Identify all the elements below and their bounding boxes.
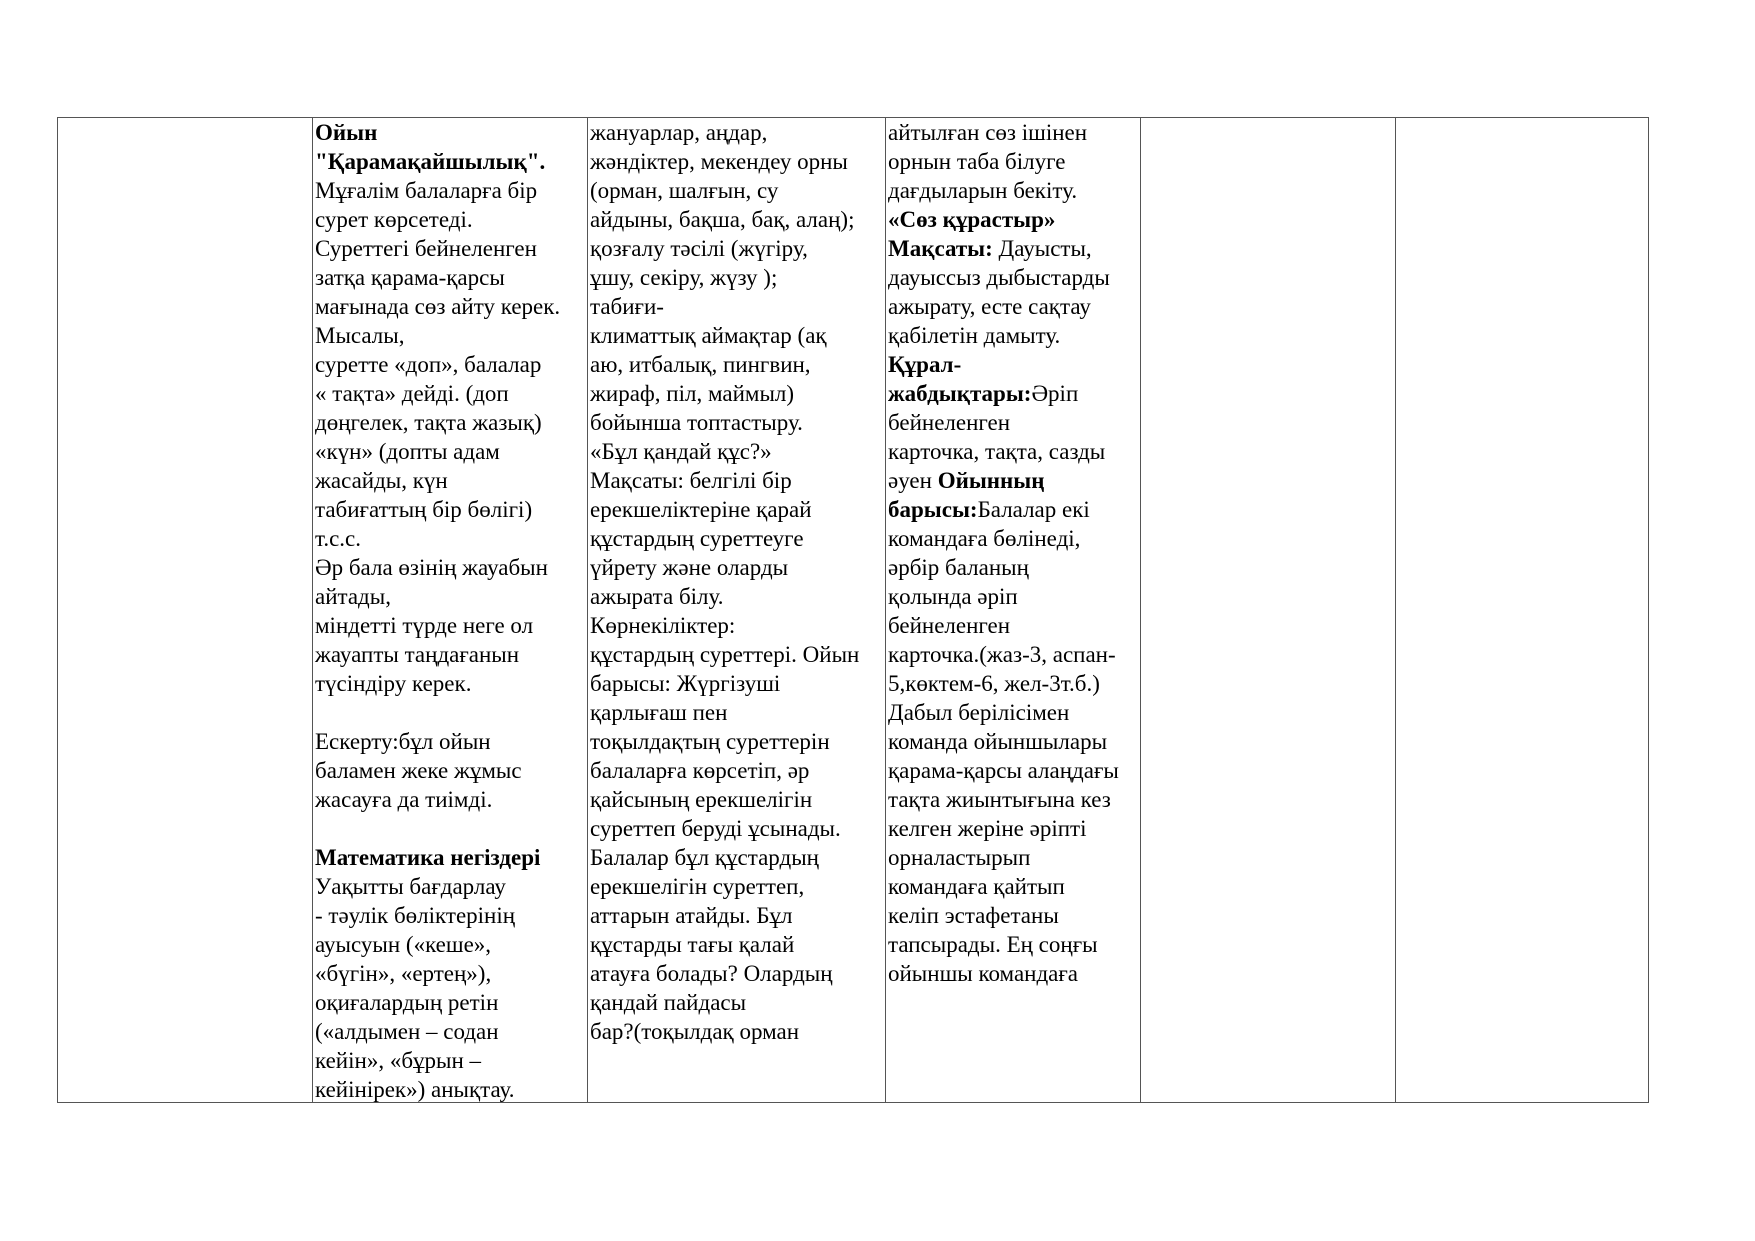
text-line: қозғалу тәсілі (жүгіру,: [590, 236, 808, 261]
text-line: [315, 814, 587, 843]
text-line: суретте «доп», балалар: [315, 352, 542, 377]
text-line: Уақытты бағдарлау: [315, 874, 506, 899]
text-line: Мақсаты: белгілі бір: [590, 468, 792, 493]
text-line: [888, 466, 1140, 495]
text-line: орналастырып: [888, 845, 1031, 870]
table-column-2: [313, 118, 588, 1102]
text-line: «бүгін», «ертең»),: [315, 961, 492, 986]
text-line: міндетті түрде неге ол: [315, 613, 534, 638]
text-line: құстардың суреттері. Ойын: [590, 642, 860, 667]
text-line: жасауға да тиімді.: [315, 787, 493, 812]
bold-text-segment: барысы:: [888, 497, 978, 522]
text-line: айтады,: [315, 584, 391, 609]
text-line: суреттеп беруді ұсынады.: [590, 816, 841, 841]
table-column-1: [58, 118, 313, 1102]
text-line: үйрету және оларды: [590, 555, 789, 580]
text-line: («алдымен – содан: [315, 1019, 499, 1044]
text-line: түсіндіру керек.: [315, 671, 472, 696]
table-column-6: [1396, 118, 1648, 1102]
text-line: бар?(тоқылдақ орман: [590, 1019, 800, 1044]
text-line: команда ойыншылары: [888, 729, 1108, 754]
text-line: [888, 234, 1140, 263]
text-line: қайсының ерекшелігін: [590, 787, 813, 812]
text-line: - тәулік бөліктерінің: [315, 903, 516, 928]
text-line: командаға бөлінеді,: [888, 526, 1081, 551]
text-line: балаларға көрсетіп, әр: [590, 758, 810, 783]
text-segment: Балалар екі: [977, 497, 1090, 522]
text-line: ерекшелігін суреттеп,: [590, 874, 805, 899]
text-line: климаттық аймақтар (ақ: [590, 323, 827, 348]
text-line: ерекшеліктеріне қарай: [590, 497, 812, 522]
table-column-5: [1141, 118, 1396, 1102]
text-line: айдыны, бақша, бақ, алаң);: [590, 207, 855, 232]
text-line: Ескерту:бұл ойын: [315, 729, 491, 754]
text-line: дөңгелек, тақта жазық): [315, 410, 542, 435]
plan-table: [57, 117, 1649, 1103]
text-line: Балалар бұл құстардың: [590, 845, 819, 870]
text-line: оқиғалардың ретін: [315, 990, 499, 1015]
text-line: бейнеленген: [888, 410, 1011, 435]
text-line: қабілетін дамыту.: [888, 323, 1061, 348]
text-line: жәндіктер, мекендеу орны: [590, 149, 848, 174]
text-line: Мысалы,: [315, 323, 405, 348]
text-line: «күн» (допты адам: [315, 439, 500, 464]
text-line: келген жеріне әріпті: [888, 816, 1087, 841]
text-line: Ойын: [315, 120, 378, 145]
table-column-4: [886, 118, 1141, 1102]
text-line: Әр бала өзінің жауабын: [315, 555, 548, 580]
text-line: орнын таба білуге: [888, 149, 1066, 174]
bold-text-segment: Мақсаты:: [888, 236, 993, 261]
text-line: [315, 698, 587, 727]
text-line: жасайды, күн: [315, 468, 448, 493]
text-line: Көрнекіліктер:: [590, 613, 736, 638]
text-line: Дабыл берілісімен: [888, 700, 1070, 725]
text-line: жираф, піл, маймыл): [590, 381, 795, 406]
text-line: Құрал-: [888, 352, 962, 377]
text-line: кейін», «бұрын –: [315, 1048, 482, 1073]
text-line: ажырату, есте сақтау: [888, 294, 1091, 319]
text-line: баламен жеке жұмыс: [315, 758, 522, 783]
text-line: әрбір баланың: [888, 555, 1029, 580]
text-line: қарама-қарсы алаңдағы: [888, 758, 1119, 783]
text-line: « тақта» дейді. (доп: [315, 381, 509, 406]
text-line: қолында әріп: [888, 584, 1018, 609]
text-line: «Бұл қандай құс?»: [590, 439, 772, 464]
text-line: кейінірек») анықтау.: [315, 1077, 515, 1102]
text-line: қандай пайдасы: [590, 990, 747, 1015]
text-line: тапсырады. Ең соңғы: [888, 932, 1098, 957]
text-line: жануарлар, аңдар,: [590, 120, 768, 145]
text-segment: әуен: [888, 468, 938, 493]
text-line: аттарын атайды. Бұл: [590, 903, 793, 928]
text-line: 5,көктем-6, жел-3т.б.): [888, 671, 1100, 696]
text-line: құстарды тағы қалай: [590, 932, 795, 957]
text-line: табиғаттың бір бөлігі): [315, 497, 533, 522]
text-line: бейнеленген: [888, 613, 1011, 638]
text-line: тоқылдақтың суреттерін: [590, 729, 830, 754]
text-line: карточка, тақта, сазды: [888, 439, 1106, 464]
text-line: (орман, шалғын, су: [590, 178, 779, 203]
text-line: барысы: Жүргізуші: [590, 671, 781, 696]
text-line: дауыссыз дыбыстарды: [888, 265, 1110, 290]
text-line: тақта жиынтығына кез: [888, 787, 1111, 812]
text-line: т.с.с.: [315, 526, 361, 551]
bold-text-segment: Ойынның: [937, 468, 1045, 493]
text-line: бойынша топтастыру.: [590, 410, 803, 435]
text-line: ұшу, секіру, жүзу );: [590, 265, 778, 290]
text-line: сурет көрсетеді.: [315, 207, 473, 232]
text-line: табиғи-: [590, 294, 664, 319]
text-line: «Сөз құрастыр»: [888, 207, 1056, 232]
text-line: келіп эстафетаны: [888, 903, 1059, 928]
text-line: "Қарамақайшылық".: [315, 149, 546, 174]
text-line: айтылған сөз ішінен: [888, 120, 1088, 145]
bold-text-segment: жабдықтары:: [888, 381, 1032, 406]
text-line: ажырата білу.: [590, 584, 724, 609]
text-line: мағынада сөз айту керек.: [315, 294, 561, 319]
text-line: затқа қарама-қарсы: [315, 265, 505, 290]
text-line: Математика негіздері: [315, 845, 541, 870]
text-line: командаға қайтып: [888, 874, 1065, 899]
text-line: [888, 379, 1140, 408]
text-line: қарлығаш пен: [590, 700, 728, 725]
text-line: ойыншы командаға: [888, 961, 1079, 986]
text-line: Мұғалім балаларға бір: [315, 178, 538, 203]
text-segment: Дауысты,: [992, 236, 1092, 261]
text-line: жауапты таңдағанын: [315, 642, 520, 667]
text-segment: Әріп: [1031, 381, 1079, 406]
text-line: атауға болады? Олардың: [590, 961, 833, 986]
text-line: ауысуын («кеше»,: [315, 932, 492, 957]
table-column-3: [588, 118, 886, 1102]
text-line: аю, итбалық, пингвин,: [590, 352, 811, 377]
text-line: дағдыларын бекіту.: [888, 178, 1078, 203]
text-line: карточка.(жаз-3, аспан-: [888, 642, 1116, 667]
text-line: Суреттегі бейнеленген: [315, 236, 537, 261]
text-line: [888, 495, 1140, 524]
text-line: құстардың суреттеуге: [590, 526, 804, 551]
